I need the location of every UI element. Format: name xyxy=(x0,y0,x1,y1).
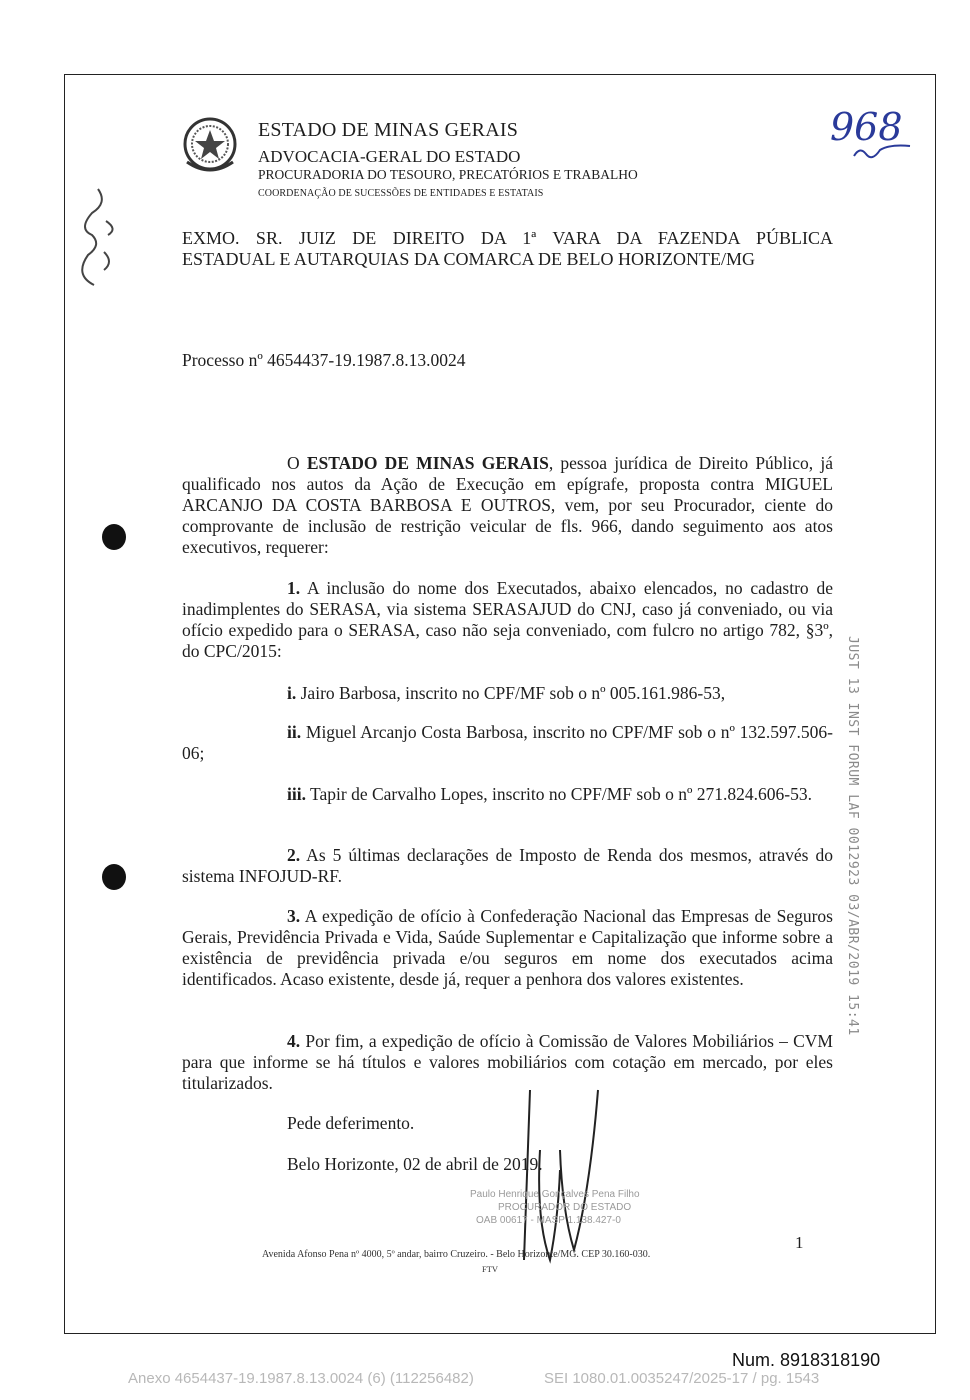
sei-reference: SEI 1080.01.0035247/2025-17 / pg. 1543 xyxy=(544,1370,820,1387)
addressee-line-2: ESTADUAL E AUTARQUIAS DA COMARCA DE BELO HORIZONTE/MG xyxy=(182,249,755,269)
punch-hole-bottom xyxy=(102,864,126,890)
svg-text:968: 968 xyxy=(830,105,903,149)
signer-registration: OAB 00617 - MASP 1.138.427-0 xyxy=(476,1215,621,1226)
coat-of-arms-icon xyxy=(181,116,239,176)
signer-name: Paulo Henrique Gonçalves Pena Filho xyxy=(470,1189,640,1200)
subitem-iii: iii. Tapir de Carvalho Lopes, inscrito no CPF/MF sob o nº 271.824.606-53. xyxy=(287,784,812,804)
header-state: ESTADO DE MINAS GERAIS xyxy=(258,119,519,141)
header-agency: ADVOCACIA-GERAL DO ESTADO xyxy=(258,147,521,166)
item-4: 4. Por fim, a expedição de ofício à Comissão de Valores Mobiliários – CVM para que informe se há títulos e valores mobiliários com cotação em mercado, por eles titularizados. xyxy=(182,1031,833,1093)
folio-handwritten xyxy=(826,100,936,180)
closing: Pede deferimento. xyxy=(287,1113,415,1133)
signer-title: PROCURADOR DO ESTADO xyxy=(498,1202,632,1213)
intro-bold: ESTADO DE MINAS GERAIS xyxy=(306,453,549,473)
footer-address: Avenida Afonso Pena nº 4000, 5º andar, bairro Cruzeiro. - Belo Horizonte/MG. CEP 30.160-030. xyxy=(262,1249,651,1260)
item-2: 2. As 5 últimas declarações de Imposto de Renda dos mesmos, através do sistema INFOJUD-RF. xyxy=(182,845,833,886)
place-date: Belo Horizonte, 02 de abril de 2019. xyxy=(287,1154,543,1174)
item-3: 3. A expedição de ofício à Confederação Nacional das Empresas de Seguros Gerais, Previdência Privada e Vida, Saúde Suplementar e Capitalização que informe sobre a existência de previdência privada e/ou seguros em nome dos executados acima identificados. Acaso existente, desde já, requer a penhora dos valores existentes. xyxy=(182,906,833,989)
side-stamp-text: JUST 13 INST FORUM LAF 0012923 03/ABR/2019 15:41 xyxy=(845,636,860,1036)
process-number: Processo nº 4654437-19.1987.8.13.0024 xyxy=(182,350,466,370)
footer-code: FTV xyxy=(482,1264,499,1274)
signature-stamp xyxy=(470,1188,640,1227)
page-number: 1 xyxy=(795,1233,804,1252)
subitem-ii: ii. Miguel Arcanjo Costa Barbosa, inscrito no CPF/MF sob o nº 132.597.506-06; xyxy=(182,722,833,763)
margin-initials-signature xyxy=(64,175,134,295)
side-protocol-stamp xyxy=(838,636,882,1036)
header-unit: COORDENAÇÃO DE SUCESSÕES DE ENTIDADES E ESTATAIS xyxy=(258,188,544,199)
document-num: Num. 8918318190 xyxy=(732,1350,881,1370)
subitem-i: i. Jairo Barbosa, inscrito no CPF/MF sob o nº 005.161.986-53, xyxy=(287,683,726,703)
annex-reference: Anexo 4654437-19.1987.8.13.0024 (6) (112256482) xyxy=(128,1370,474,1387)
header-division: PROCURADORIA DO TESOURO, PRECATÓRIOS E TRABALHO xyxy=(258,167,638,182)
intro-paragraph: O ESTADO DE MINAS GERAIS, pessoa jurídica de Direito Público, já qualificado nos autos da Ação de Execução em epígrafe, proposta contra MIGUEL ARCANJO DA COSTA BARBOSA E OUTROS, vem, por seu Procurador, ciente do comprovante de inclusão de restrição veicular de fls. 966, dando seguimento aos atos executivos, requerer: xyxy=(182,453,833,557)
item-1: 1. A inclusão do nome dos Executados, abaixo elencados, no cadastro de inadimplentes do SERASA, via sistema SERASAJUD do CNJ, caso já conveniado, ou via ofício expedido para o SERASA, caso não seja conveniado, com fulcro no artigo 782, §3º, do CPC/2015: xyxy=(182,578,833,661)
addressee-line-1: EXMO. SR. JUIZ DE DIREITO DA 1ª VARA DA FAZENDA PÚBLICA xyxy=(182,228,833,248)
punch-hole-top xyxy=(102,524,126,550)
